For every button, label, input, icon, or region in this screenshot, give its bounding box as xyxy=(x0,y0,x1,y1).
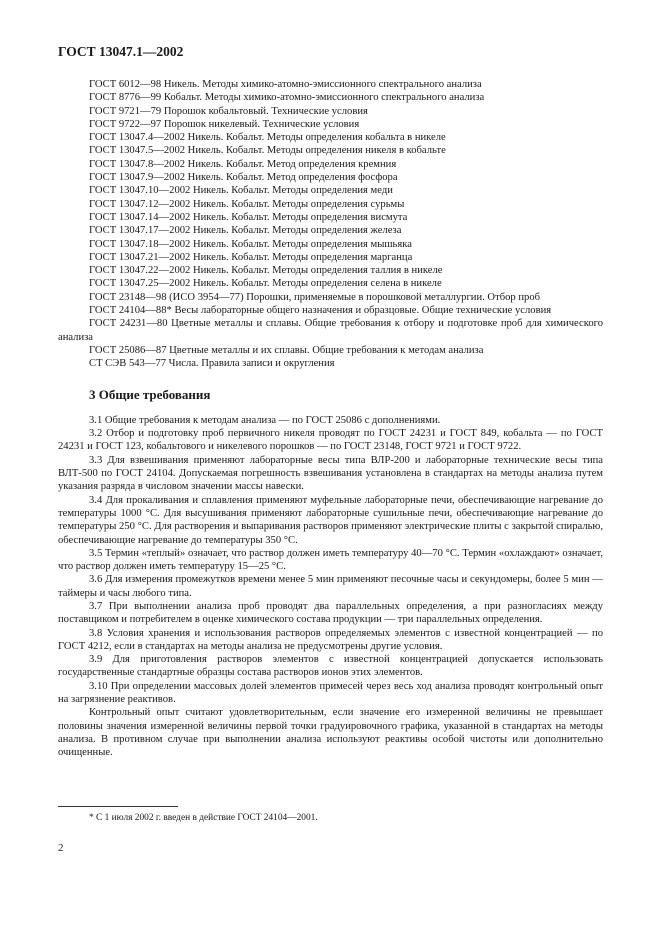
section-items xyxy=(58,414,603,707)
reference-item: СТ СЭВ 543—77 Числа. Правила записи и округления xyxy=(89,358,335,370)
requirement-item: 3.8 Условия хранения и использования растворов определяемых элементов с известной концентрацией — по ГОСТ 4212, если в стандартах на методы анализа не предусмотрены другие условия. xyxy=(58,627,603,652)
document-header: ГОСТ 13047.1—2002 xyxy=(58,44,184,59)
reference-item: ГОСТ 13047.22—2002 Никель. Кобальт. Методы определения таллия в никеле xyxy=(89,265,443,277)
reference-item: ГОСТ 13047.8—2002 Никель. Кобальт. Метод определения кремния xyxy=(89,158,397,170)
reference-item: ГОСТ 24104—88* Весы лабораторные общего назначения и образцовые. Общие технические условия xyxy=(89,305,552,317)
closing-paragraph: Контрольный опыт считают удовлетворительным, если значение его измеренной величины не превышает половины значения измеренной величины первой точки градуировочного графика, указанной в стандартах на методы анализа. В противном случае при выполнении анализа используют реактивы особой чистоты или дополнительно очищенные. xyxy=(58,707,603,759)
reference-item: ГОСТ 13047.14—2002 Никель. Кобальт. Методы определения висмута xyxy=(89,211,408,223)
footnote: * С 1 июля 2002 г. введен в действие ГОСТ 24104—2001. xyxy=(89,813,318,823)
reference-item: ГОСТ 13047.4—2002 Никель. Кобальт. Методы определения кобальта в никеле xyxy=(89,132,446,144)
reference-item: ГОСТ 13047.17—2002 Никель. Кобальт. Методы определения железа xyxy=(89,225,402,237)
normative-references-list xyxy=(58,78,603,371)
page-number: 2 xyxy=(58,842,64,854)
reference-item: ГОСТ 13047.21—2002 Никель. Кобальт. Методы определения марганца xyxy=(89,251,413,263)
reference-item: ГОСТ 8776—99 Кобальт. Методы химико-атомно-эмиссионного спектрального анализа xyxy=(89,92,485,104)
reference-item: ГОСТ 13047.18—2002 Никель. Кобальт. Методы определения мышьяка xyxy=(89,238,412,250)
reference-item: ГОСТ 13047.25—2002 Никель. Кобальт. Методы определения селена в никеле xyxy=(89,278,442,290)
reference-item: ГОСТ 23148—98 (ИСО 3954—77) Порошки, применяемые в порошковой металлургии. Отбор проб xyxy=(89,291,540,303)
requirement-item: 3.9 Для приготовления растворов элементов с известной концентрацией допускается использовать государственные стандартные образцы состава растворов ионов этих элементов. xyxy=(58,654,603,679)
requirement-item: 3.7 При выполнении анализа проб проводят два параллельных определения, а при разногласиях между поставщиком и потребителем в оценке химического состава продукции — три параллельных определения. xyxy=(58,600,603,626)
reference-item: ГОСТ 9721—79 Порошок кобальтовый. Технические условия xyxy=(89,105,368,117)
document-body xyxy=(58,78,603,760)
requirement-item: 3.3 Для взвешивания применяют лабораторные весы типа ВЛР-200 и лабораторные технические весы типа ВЛТ-500 по ГОСТ 24104. Допускаемая погрешность взвешивания установлена в стандартах на методы анализа путем указания разряда в числовом значении массы навески. xyxy=(58,454,603,493)
requirement-item: 3.4 Для прокаливания и сплавления применяют муфельные лабораторные печи, обеспечивающие нагревание до температуры 1000 °С. Для высушивания применяют лабораторные сушильные печи, обеспечивающие нагревание до температуры 250 °С. Для растворения и выпаривания растворов применяют электрические плиты с закрытой спиралью, обеспечивающие нагревание до температуры 350 °С. xyxy=(58,494,603,546)
reference-item: ГОСТ 9722—97 Порошок никелевый. Технические условия xyxy=(89,118,360,130)
requirement-item: 3.5 Термин «теплый» означает, что раствор должен иметь температуру 40—70 °С. Термин «охлаждают» означает, что раствор должен иметь температуру 15—25 °С. xyxy=(58,547,603,573)
reference-item: ГОСТ 13047.12—2002 Никель. Кобальт. Методы определения сурьмы xyxy=(89,198,405,210)
reference-item: ГОСТ 24231—80 Цветные металлы и сплавы. Общие требования к отбору и подготовке проб для химического анализа xyxy=(58,318,603,343)
requirement-item: 3.6 Для измерения промежутков времени менее 5 мин применяют песочные часы и секундомеры, более 5 мин — таймеры и часы любого типа. xyxy=(58,574,603,599)
reference-item: ГОСТ 13047.5—2002 Никель. Кобальт. Методы определения никеля в кобальте xyxy=(89,145,446,157)
requirement-item: 3.1 Общие требования к методам анализа — по ГОСТ 25086 с дополнениями. xyxy=(89,414,441,426)
footnote-rule xyxy=(58,806,178,807)
requirement-item: 3.10 При определении массовых долей элементов примесей через весь ход анализа проводят контрольный опыт на загрязнение реактивов. xyxy=(58,680,603,706)
reference-item: ГОСТ 6012—98 Никель. Методы химико-атомно-эмиссионного спектрального анализа xyxy=(89,79,482,90)
requirement-item: 3.2 Отбор и подготовку проб первичного никеля проводят по ГОСТ 24231 и ГОСТ 849, кобальта — по ГОСТ 24231 и ГОСТ 123, кобальтового и никелевого порошков — по ГОСТ 23148, ГОСТ 9721 и ГОСТ 9722. xyxy=(58,428,603,453)
reference-item: ГОСТ 25086—87 Цветные металлы и их сплавы. Общие требования к методам анализа xyxy=(89,344,484,356)
section-title: 3 Общие требования xyxy=(89,386,211,402)
reference-item: ГОСТ 13047.10—2002 Никель. Кобальт. Методы определения меди xyxy=(89,185,393,197)
reference-item: ГОСТ 13047.9—2002 Никель. Кобальт. Метод определения фосфора xyxy=(89,172,398,184)
